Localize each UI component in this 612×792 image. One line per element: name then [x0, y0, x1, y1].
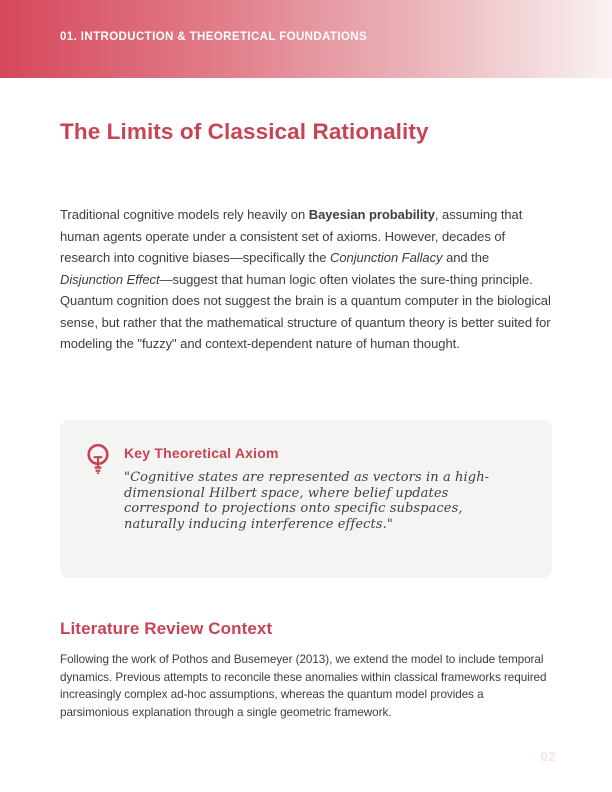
section-label: 01. INTRODUCTION & THEORETICAL FOUNDATIONS	[60, 31, 368, 43]
section-heading: Literature Review Context	[60, 619, 273, 638]
page-title: The Limits of Classical Rationality	[60, 119, 429, 144]
intro-paragraph: Traditional cognitive models rely heavily on Bayesian probability, assuming that human agents operate under a consistent set of axioms. However, decades of research into cognitive biases—specifically the Conjunction Fallacy and the Disjunction Effect—suggest that human logic often violates the sure-thing principle. Quantum cognition does not suggest the brain is a quantum computer in the biological sense, but rather that the mathematical structure of quantum theory is better suited for modeling the "fuzzy" and context-dependent nature of human thought.	[60, 207, 551, 351]
callout-quote: "Cognitive states are represented as vectors in a high-dimensional Hilbert space, where belief updates correspond to projections onto specific subspaces, naturally inducing interference effects."	[124, 470, 490, 532]
callout-heading: Key Theoretical Axiom	[124, 445, 279, 461]
header-band	[0, 0, 612, 78]
page-number: 02	[540, 749, 556, 764]
section-paragraph: Following the work of Pothos and Busemeyer (2013), we extend the model to include temporal dynamics. Previous attempts to reconcile these anomalies within classical frameworks required increasingly complex ad-hoc assumptions, whereas the quantum model provides a parsimonious explanation through a single geometric framework.	[60, 653, 547, 719]
callout-box	[60, 420, 552, 578]
lightbulb-icon	[85, 443, 111, 481]
callout-content	[124, 442, 524, 532]
